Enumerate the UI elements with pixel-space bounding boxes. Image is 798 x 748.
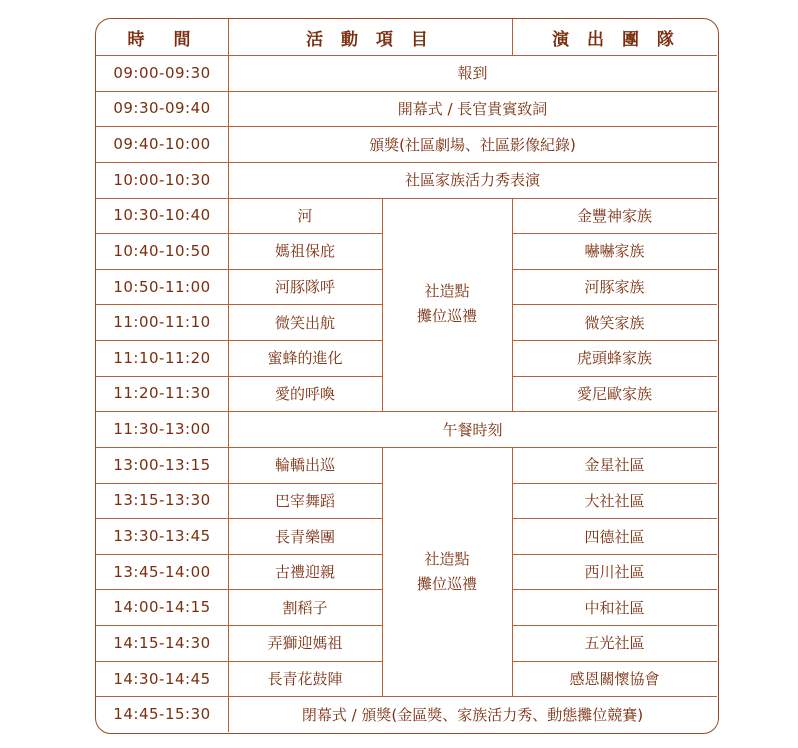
header-activity: 活 動 項 目 bbox=[306, 29, 434, 50]
row-activity: 古禮迎親 bbox=[274, 563, 335, 582]
row-time: 13:00-13:15 bbox=[113, 455, 211, 474]
row-team: 金豐神家族 bbox=[576, 206, 652, 225]
merged-block-label: 社造點 攤位巡禮 bbox=[416, 549, 477, 593]
row-team: 微笑家族 bbox=[584, 313, 645, 332]
row-time: 10:40-10:50 bbox=[113, 241, 211, 260]
row-span-label: 開幕式 / 長官貴賓致詞 bbox=[397, 99, 548, 118]
row-team: 中和社區 bbox=[584, 598, 645, 617]
row-time: 10:30-10:40 bbox=[113, 206, 211, 225]
row-span-label: 頒獎(社區劇場、社區影像紀錄) bbox=[369, 135, 576, 154]
row-team: 四德社區 bbox=[584, 527, 645, 546]
row-span-label: 午餐時刻 bbox=[442, 420, 503, 439]
row-activity: 蜜蜂的進化 bbox=[267, 349, 343, 368]
row-time: 13:30-13:45 bbox=[113, 527, 211, 546]
header-team: 演 出 團 隊 bbox=[552, 29, 680, 50]
row-activity: 河 bbox=[297, 206, 313, 225]
row-time: 11:10-11:20 bbox=[113, 348, 211, 367]
row-time: 09:00-09:30 bbox=[113, 63, 211, 82]
row-time: 13:45-14:00 bbox=[113, 562, 211, 581]
row-span-label: 報到 bbox=[457, 64, 488, 83]
row-time: 10:00-10:30 bbox=[113, 170, 211, 189]
row-time: 14:00-14:15 bbox=[113, 598, 211, 617]
row-time: 13:15-13:30 bbox=[113, 491, 211, 510]
row-team: 西川社區 bbox=[584, 563, 645, 582]
row-team: 五光社區 bbox=[584, 634, 645, 653]
row-activity: 媽祖保庇 bbox=[274, 242, 335, 261]
row-time: 14:30-14:45 bbox=[113, 669, 211, 688]
schedule-table bbox=[95, 18, 719, 734]
row-activity: 巴宰舞蹈 bbox=[274, 491, 335, 510]
row-time: 11:00-11:10 bbox=[113, 313, 211, 332]
row-span-label: 閉幕式 / 頒獎(金區獎、家族活力秀、動態攤位競賽) bbox=[301, 705, 644, 724]
row-activity: 愛的呼喚 bbox=[274, 384, 335, 403]
row-time: 11:30-13:00 bbox=[113, 420, 211, 439]
row-team: 虎頭蜂家族 bbox=[576, 349, 652, 368]
row-time: 14:45-15:30 bbox=[113, 705, 211, 724]
row-activity: 弄獅迎媽祖 bbox=[267, 634, 343, 653]
header-time: 時 間 bbox=[127, 29, 197, 50]
row-activity: 微笑出航 bbox=[274, 313, 335, 332]
row-span-label: 社區家族活力秀表演 bbox=[404, 171, 540, 190]
row-time: 14:15-14:30 bbox=[113, 633, 211, 652]
row-activity: 長青花鼓陣 bbox=[267, 670, 343, 689]
row-team: 嚇嚇家族 bbox=[584, 242, 645, 261]
merged-block-label: 社造點 攤位巡禮 bbox=[416, 282, 477, 326]
row-activity: 輪轎出巡 bbox=[274, 456, 335, 475]
row-time: 11:20-11:30 bbox=[113, 384, 211, 403]
row-time: 09:40-10:00 bbox=[113, 135, 211, 154]
row-time: 09:30-09:40 bbox=[113, 99, 211, 118]
row-team: 金星社區 bbox=[584, 456, 645, 475]
row-team: 大社社區 bbox=[584, 491, 645, 510]
row-team: 河豚家族 bbox=[584, 278, 645, 297]
row-activity: 割稻子 bbox=[282, 598, 328, 617]
row-team: 感恩關懷協會 bbox=[569, 670, 660, 689]
row-time: 10:50-11:00 bbox=[113, 277, 211, 296]
row-activity: 河豚隊呼 bbox=[274, 278, 335, 297]
row-team: 愛尼歐家族 bbox=[576, 384, 652, 403]
row-activity: 長青樂團 bbox=[274, 527, 335, 546]
